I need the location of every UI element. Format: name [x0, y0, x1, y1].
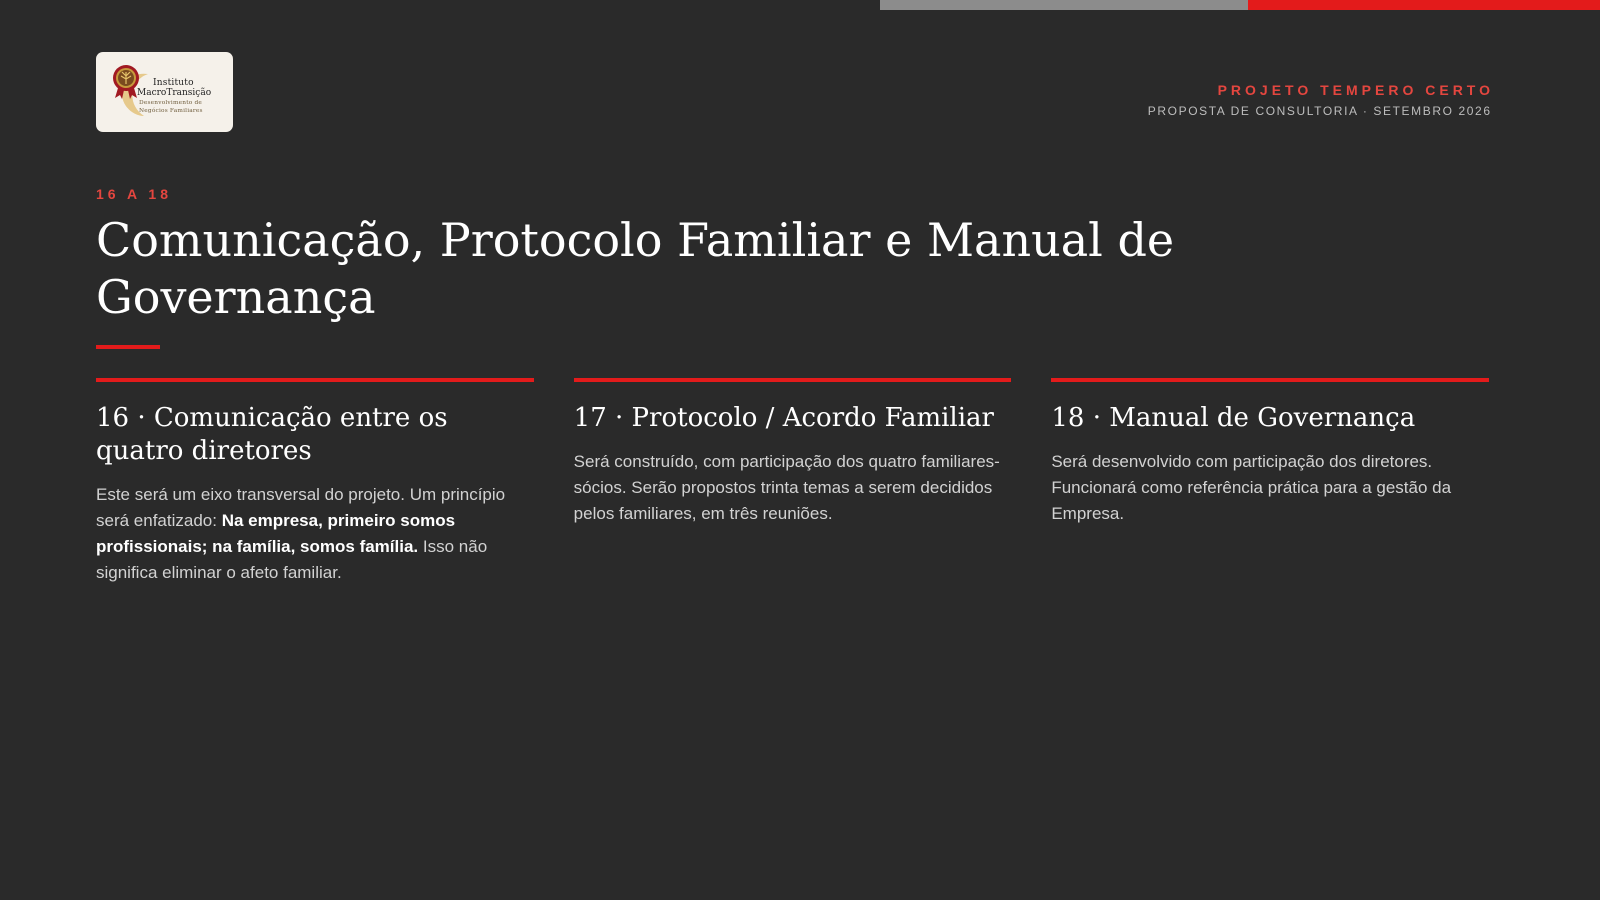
logo — [96, 52, 233, 132]
topic-text-emphasis: Na empresa, primeiro somos profissionais; na família, somos família. — [96, 511, 456, 556]
topic-card-communication — [96, 378, 534, 586]
topic-card-protocol — [574, 378, 1012, 586]
topic-title: 18 · Manual de Governança — [1051, 403, 1416, 433]
page-title: Comunicação, Protocolo Familiar e Manual de Governança — [96, 213, 1175, 324]
logo-text-institute: Instituto — [153, 78, 194, 88]
logo-text-name: MacroTransição — [137, 88, 212, 98]
topic-description: Será construído, com participação dos quatro familiares-sócios. Serão propostos trinta temas a serem decididos pelos familiares, em três reuniões. — [573, 452, 1000, 523]
topic-text-after: Isso não significa eliminar o afeto familiar. — [96, 537, 488, 582]
proposal-subtitle: PROPOSTA DE CONSULTORIA · SETEMBRO 2026 — [1147, 104, 1492, 118]
topic-card-governance-manual — [1051, 378, 1489, 586]
header-right — [1147, 82, 1494, 118]
top-progress-bar-red — [1248, 0, 1600, 10]
topic-columns — [96, 378, 1489, 586]
topic-text-before: Este será um eixo transversal do projeto. Um princípio será enfatizado: — [96, 485, 506, 530]
topic-title: 17 · Protocolo / Acordo Familiar — [573, 403, 994, 433]
topic-title: 16 · Comunicação entre os quatro diretores — [96, 403, 448, 466]
title-accent-divider — [96, 345, 160, 349]
logo-text-tagline-2: Negócios Familiares — [139, 108, 203, 114]
topic-description: Será desenvolvido com participação dos diretores. Funcionará como referência prática para a gestão da Empresa. — [1051, 452, 1452, 523]
top-progress-bar-gray — [880, 0, 1248, 10]
logo-text-tagline-1: Desenvolvimento de — [139, 100, 203, 106]
project-title: PROJETO TEMPERO CERTO — [1217, 82, 1494, 98]
topic-description — [96, 482, 534, 586]
section-range-label: 16 A 18 — [96, 186, 172, 202]
